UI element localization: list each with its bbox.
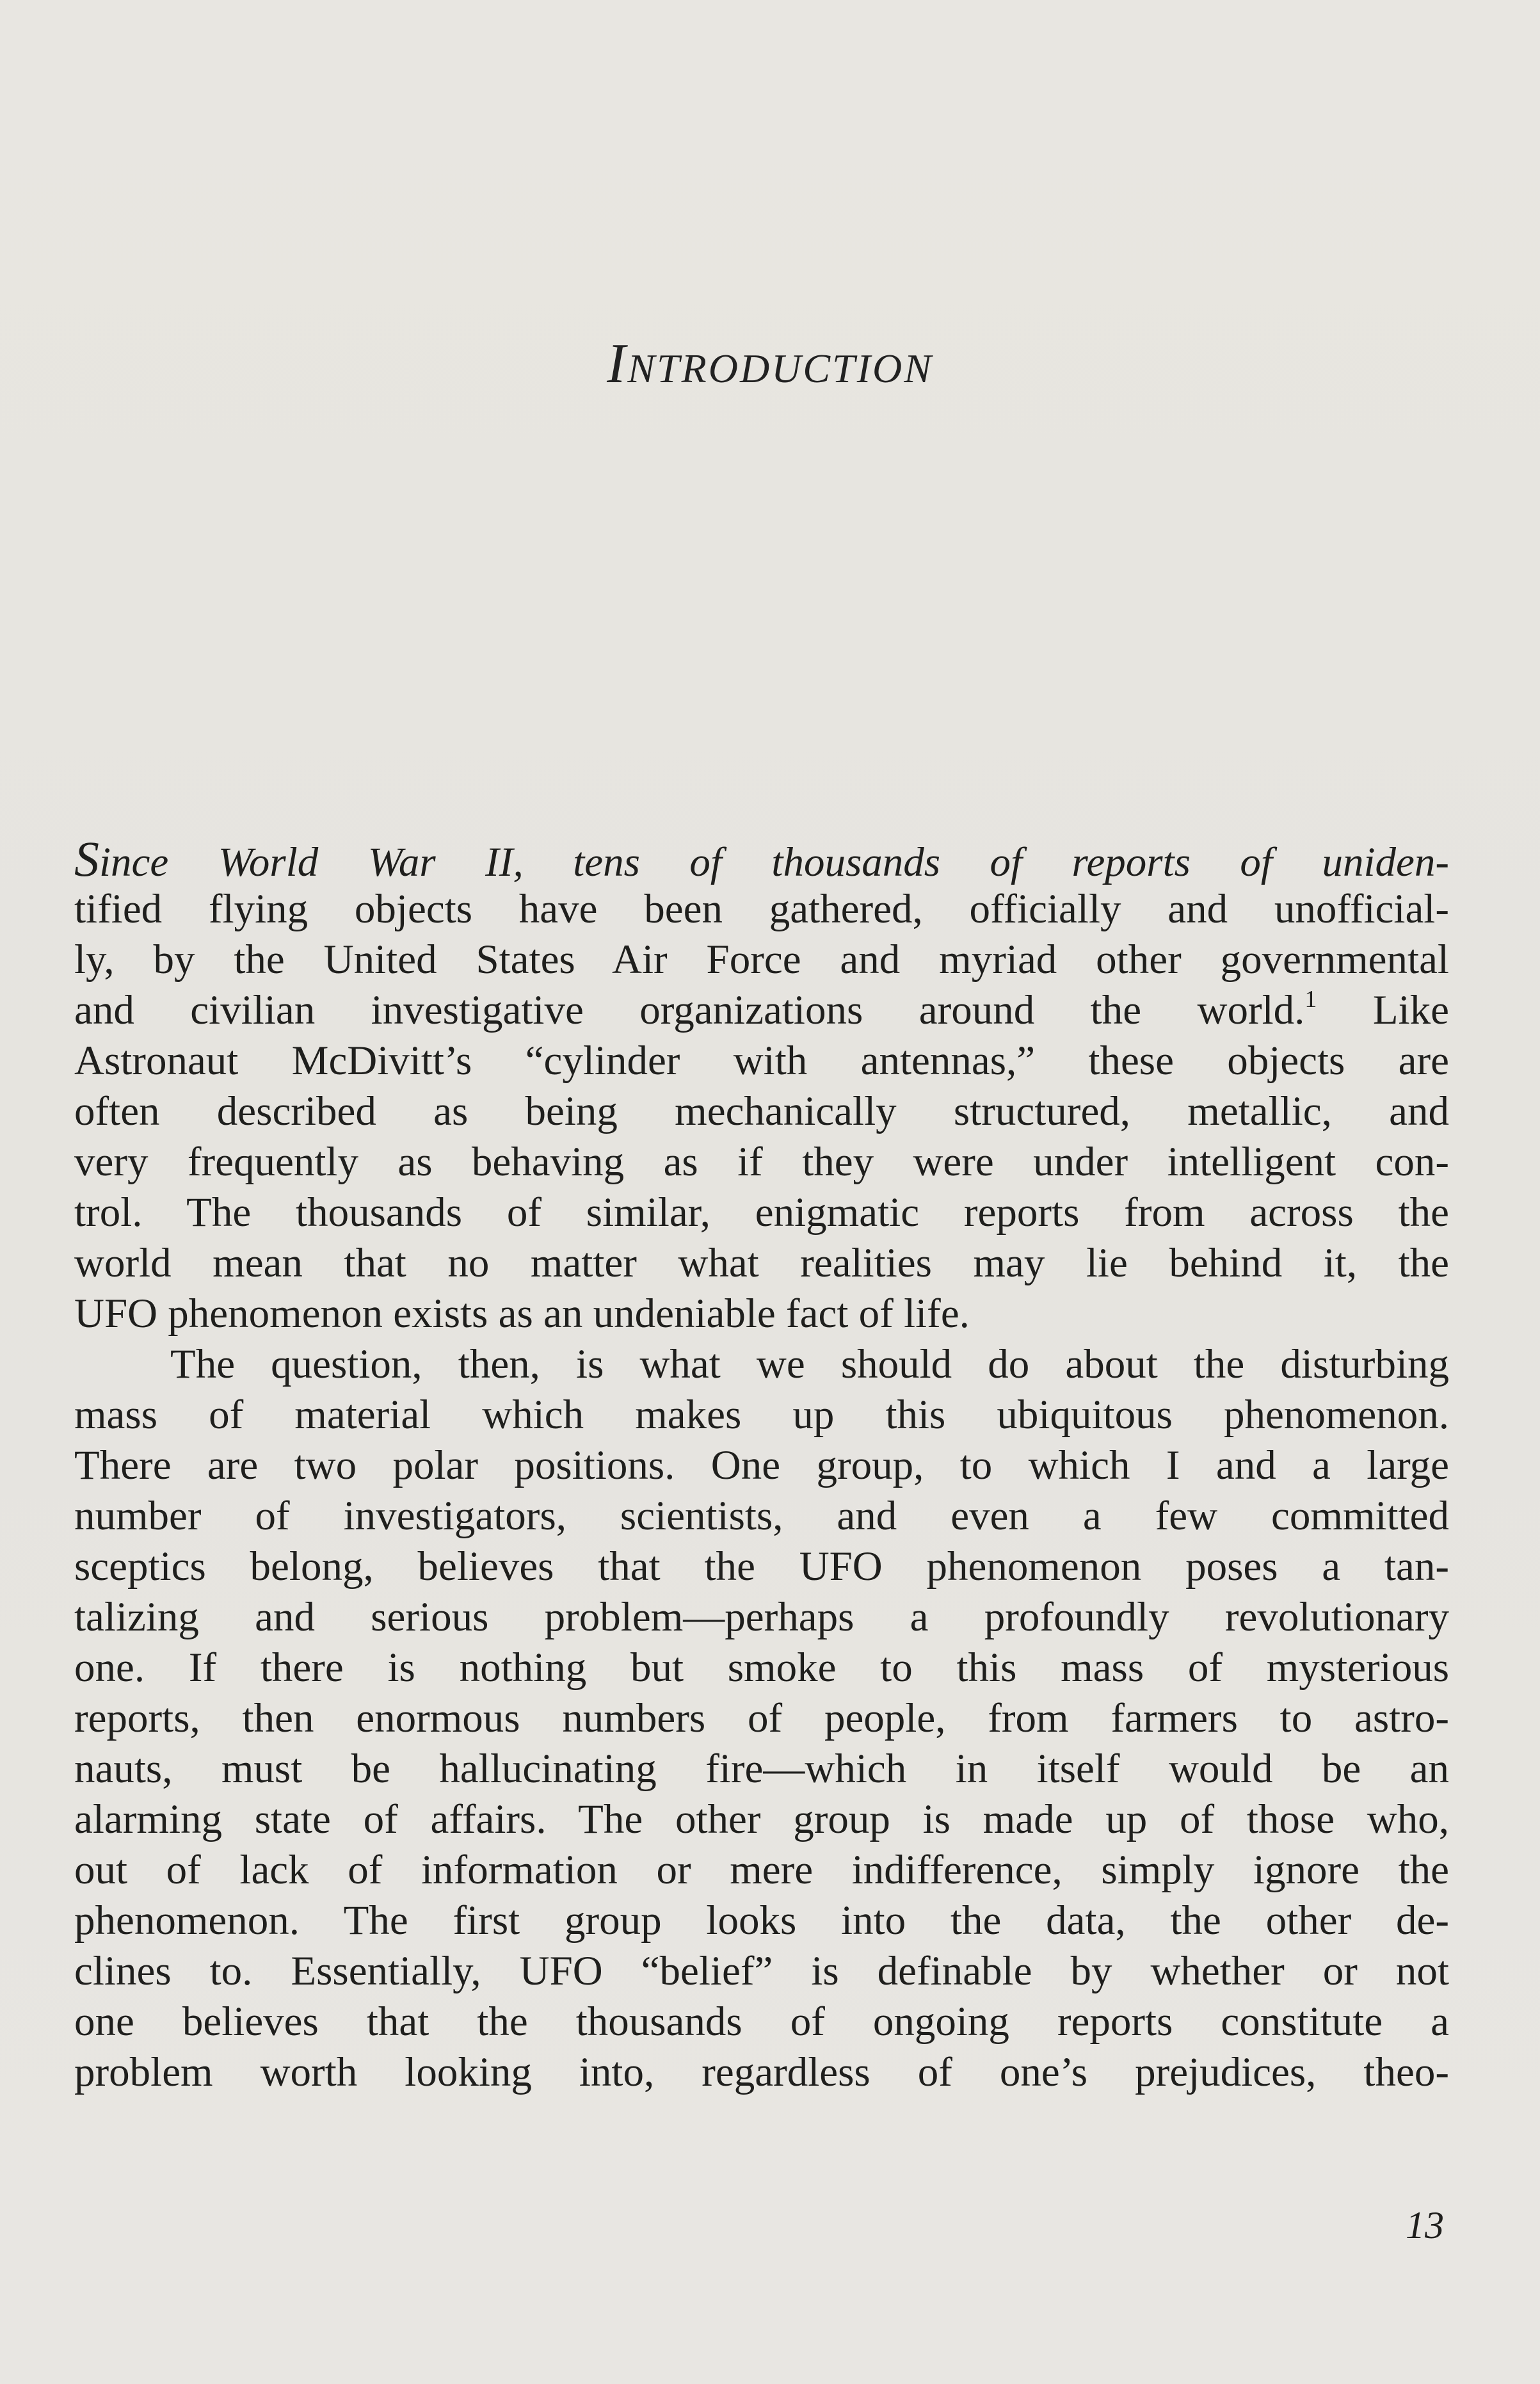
paragraph-2-line-10: alarming state of affairs. The other group is made up of those who, (74, 1796, 1449, 1842)
chapter-title (0, 333, 1540, 395)
paragraph-2-line-15: problem worth looking into, regardless of one’s prejudices, theo- (74, 2049, 1449, 2095)
footnote-marker: 1 (1304, 986, 1317, 1013)
paragraph-2-line-5: sceptics belong, believes that the UFO phenomenon poses a tan- (74, 1543, 1449, 1590)
page-number: 13 (1406, 2204, 1444, 2246)
chapter-title-rest: NTRODUCTION (627, 346, 933, 391)
paragraph-2-line-12: phenomenon. The first group looks into the data, the other de- (74, 1897, 1449, 1944)
paragraph-1-line-6: often described as being mechanically structured, metallic, and (74, 1088, 1449, 1134)
paragraph-2-line-2: mass of material which makes up this ubiquitous phenomenon. (74, 1392, 1449, 1438)
paragraph-2-line-6: talizing and serious problem—perhaps a profoundly revolutionary (74, 1594, 1449, 1640)
paragraph-1-line-9: world mean that no matter what realities may lie behind it, the (74, 1240, 1449, 1286)
paragraph-2-line-8: reports, then enormous numbers of people, from farmers to astro- (74, 1695, 1449, 1741)
paragraph-1-dropcap: S (74, 831, 99, 887)
paragraph-1-line-5: Astronaut McDivitt’s “cylinder with antennas,” these objects are (74, 1038, 1449, 1084)
paragraph-1-line-7: very frequently as behaving as if they were under intelligent con- (74, 1139, 1449, 1185)
paragraph-2-line-13: clines to. Essentially, UFO “belief” is definable by whether or not (74, 1948, 1449, 1994)
chapter-title-initial: I (607, 333, 628, 395)
body-text (74, 831, 1449, 2098)
paragraph-1-line-4-after: Like (1317, 987, 1449, 1033)
paragraph-1-line-8: trol. The thousands of similar, enigmatic reports from across the (74, 1189, 1449, 1236)
paragraph-1-line-4-text: and civilian investigative organizations around the world. (74, 987, 1305, 1033)
paragraph-1-line-10: UFO phenomenon exists as an undeniable fact of life. (74, 1291, 970, 1337)
paragraph-1-line-3: ly, by the United States Air Force and myriad other governmental (74, 937, 1449, 983)
paragraph-1-line-2: tified flying objects have been gathered, officially and unofficial- (74, 886, 1449, 932)
paragraph-2-line-9: nauts, must be hallucinating fire—which in itself would be an (74, 1746, 1449, 1792)
paragraph-2-line-14: one believes that the thousands of ongoing reports constitute a (74, 1999, 1449, 2045)
paragraph-1-line-1-text: ince World War II, tens of thousands of reports of uniden- (99, 839, 1449, 885)
paragraph-1-line-1 (74, 831, 1449, 887)
paragraph-2-line-11: out of lack of information or mere indifference, simply ignore the (74, 1847, 1449, 1893)
paragraph-2-line-7: one. If there is nothing but smoke to this mass of mysterious (74, 1645, 1449, 1691)
paragraph-1-line-4 (74, 985, 1449, 1036)
paragraph-2-line-4: number of investigators, scientists, and even a few committed (74, 1493, 1449, 1539)
paragraph-2-line-3: There are two polar positions. One group, to which I and a large (74, 1442, 1449, 1488)
paragraph-2-line-1: The question, then, is what we should do about the disturbing (170, 1341, 1449, 1387)
